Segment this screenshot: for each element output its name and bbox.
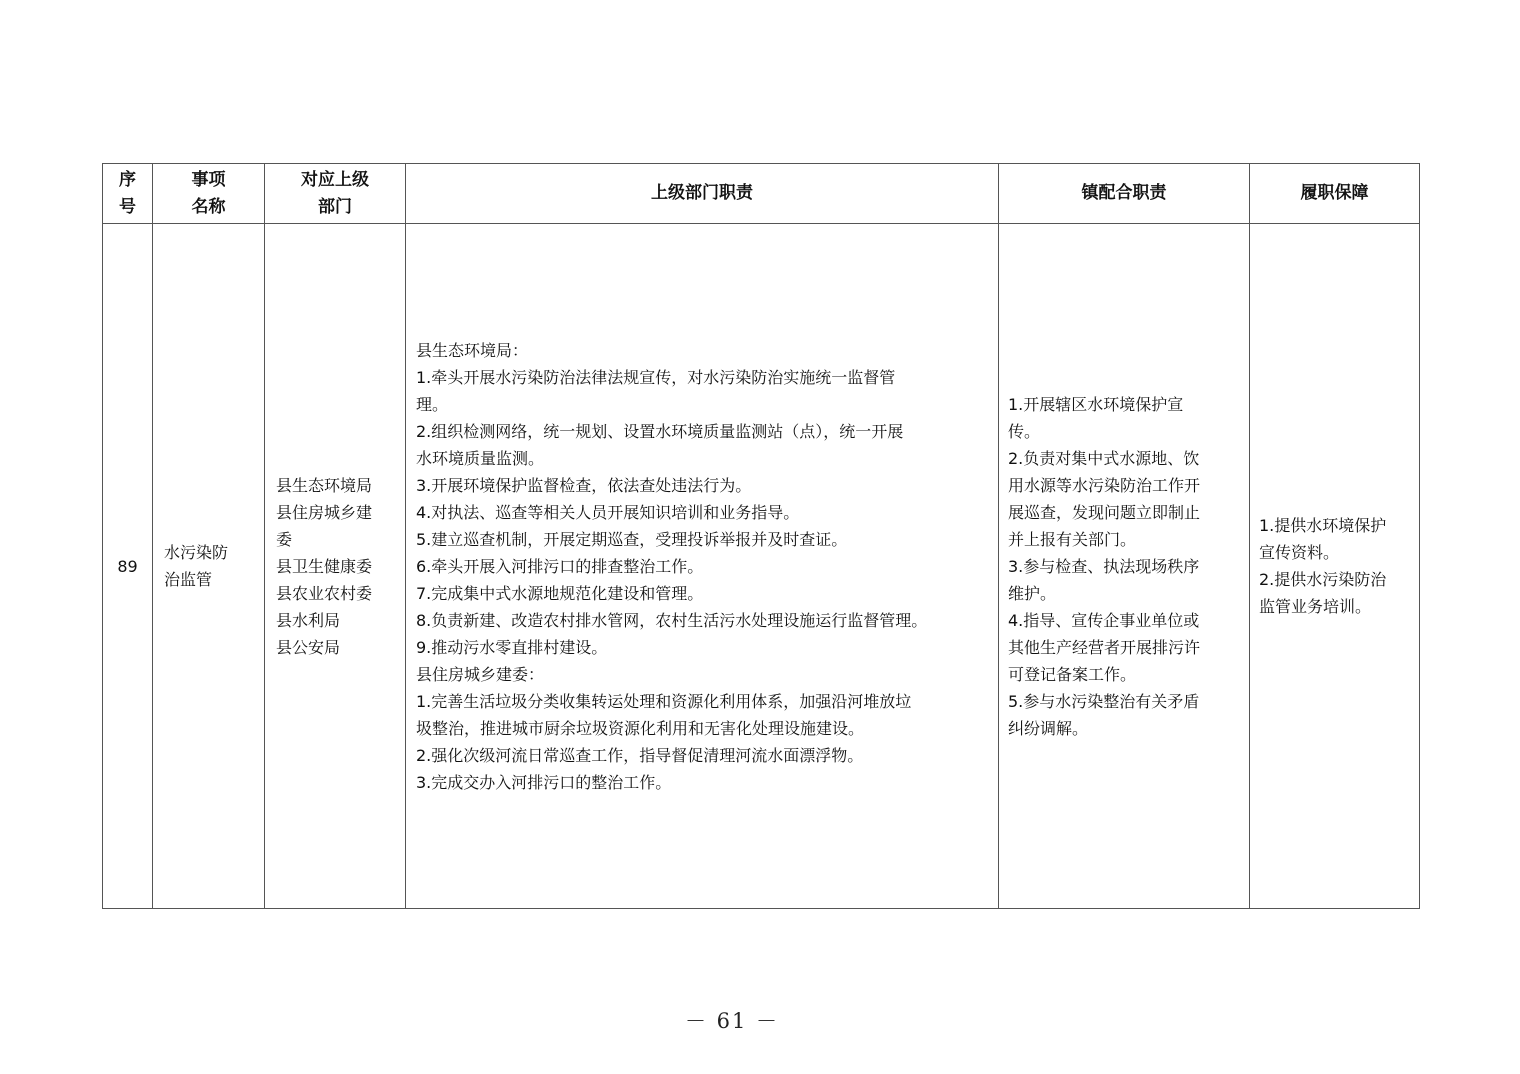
upper-duty-line: 2.组织检测网络，统一规划、设置水环境质量监测站（点），统一开展 <box>416 421 904 441</box>
header-item-name-line-1: 事项 <box>191 169 226 190</box>
town-duty-line: 传。 <box>1008 421 1041 441</box>
dept-line: 县农业农村委 <box>276 583 373 603</box>
guarantee-line: 1.提供水环境保护 <box>1259 516 1387 535</box>
duty-table <box>102 163 1420 909</box>
header-guarantee <box>1250 164 1420 224</box>
dept-line: 县卫生健康委 <box>276 556 373 576</box>
header-seq-line-1: 序 <box>119 169 136 190</box>
guarantee-line: 宣传资料。 <box>1259 543 1340 562</box>
cell-upper-duties <box>406 224 999 909</box>
town-duty-line: 展巡查，发现问题立即制止 <box>1008 502 1201 522</box>
upper-duty-line: 3.开展环境保护监督检查，依法查处违法行为。 <box>416 475 752 495</box>
town-duty-line: 3.参与检查、执法现场秩序 <box>1008 556 1200 576</box>
page-number: － 61 － <box>684 1009 780 1033</box>
dept-line: 县水利局 <box>276 610 341 630</box>
header-item-name <box>153 164 265 224</box>
header-town-duties-label: 镇配合职责 <box>1081 183 1167 203</box>
upper-duty-line: 4.对执法、巡查等相关人员开展知识培训和业务指导。 <box>416 502 800 522</box>
header-upper-dept-line-2: 部门 <box>318 196 352 217</box>
upper-duty-line: 7.完成集中式水源地规范化建设和管理。 <box>416 583 704 603</box>
dept-line: 县公安局 <box>276 637 341 657</box>
upper-duty-line: 3.完成交办入河排污口的整治工作。 <box>416 772 672 792</box>
town-duty-line: 2.负责对集中式水源地、饮 <box>1008 448 1200 468</box>
upper-duty-line: 县生态环境局： <box>416 340 529 360</box>
town-duty-line: 5.参与水污染整治有关矛盾 <box>1008 691 1200 711</box>
cell-item-name <box>153 224 265 909</box>
cell-guarantee <box>1250 224 1420 909</box>
town-duty-line: 维护。 <box>1008 583 1057 603</box>
upper-duty-line: 2.强化次级河流日常巡查工作，指导督促清理河流水面漂浮物。 <box>416 745 864 765</box>
header-town-duties <box>999 164 1250 224</box>
header-upper-dept <box>265 164 406 224</box>
upper-duty-line: 9.推动污水零直排村建设。 <box>416 637 608 657</box>
upper-duty-line: 8.负责新建、改造农村排水管网，农村生活污水处理设施运行监督管理。 <box>416 610 928 630</box>
town-duty-line: 可登记备案工作。 <box>1008 664 1137 684</box>
upper-duty-line: 5.建立巡查机制，开展定期巡查，受理投诉举报并及时查证。 <box>416 529 848 549</box>
upper-duty-line: 1.完善生活垃圾分类收集转运处理和资源化利用体系，加强沿河堆放垃 <box>416 691 912 711</box>
header-guarantee-label: 履职保障 <box>1300 183 1369 203</box>
upper-duty-line: 圾整治，推进城市厨余垃圾资源化利用和无害化处理设施建设。 <box>416 718 865 738</box>
dept-line: 委 <box>276 529 293 549</box>
town-duty-line: 纠纷调解。 <box>1008 718 1089 738</box>
header-seq <box>103 164 153 224</box>
cell-town-duties <box>999 224 1250 909</box>
header-seq-line-2: 号 <box>119 196 136 217</box>
dept-line: 县住房城乡建 <box>276 502 373 522</box>
header-row <box>103 164 1420 224</box>
upper-duty-line: 水环境质量监测。 <box>416 448 545 468</box>
guarantee-line: 2.提供水污染防治 <box>1259 570 1387 589</box>
town-duty-line: 1.开展辖区水环境保护宣 <box>1008 394 1184 414</box>
upper-duty-line: 1.牵头开展水污染防治法律法规宣传，对水污染防治实施统一监督管 <box>416 367 896 387</box>
guarantee-line: 监管业务培训。 <box>1259 597 1372 616</box>
cell-upper-depts <box>265 224 406 909</box>
item-name-line: 治监管 <box>164 570 213 589</box>
town-duty-line: 用水源等水污染防治工作开 <box>1008 475 1201 495</box>
header-item-name-line-2: 名称 <box>191 196 226 217</box>
upper-duty-line: 县住房城乡建委： <box>416 664 545 684</box>
table-row <box>103 224 1420 909</box>
town-duty-line: 其他生产经营者开展排污许 <box>1008 637 1201 657</box>
header-upper-dept-line-1: 对应上级 <box>301 169 369 190</box>
dept-line: 县生态环境局 <box>276 475 373 495</box>
item-name-line: 水污染防 <box>164 543 229 562</box>
town-duty-line: 并上报有关部门。 <box>1008 529 1137 549</box>
header-upper-duties <box>406 164 999 224</box>
upper-duty-line: 理。 <box>416 394 449 414</box>
cell-seq: 89 <box>103 224 153 909</box>
town-duty-line: 4.指导、宣传企事业单位或 <box>1008 610 1200 630</box>
upper-duty-line: 6.牵头开展入河排污口的排查整治工作。 <box>416 556 704 576</box>
header-upper-duties-label: 上级部门职责 <box>651 183 753 203</box>
